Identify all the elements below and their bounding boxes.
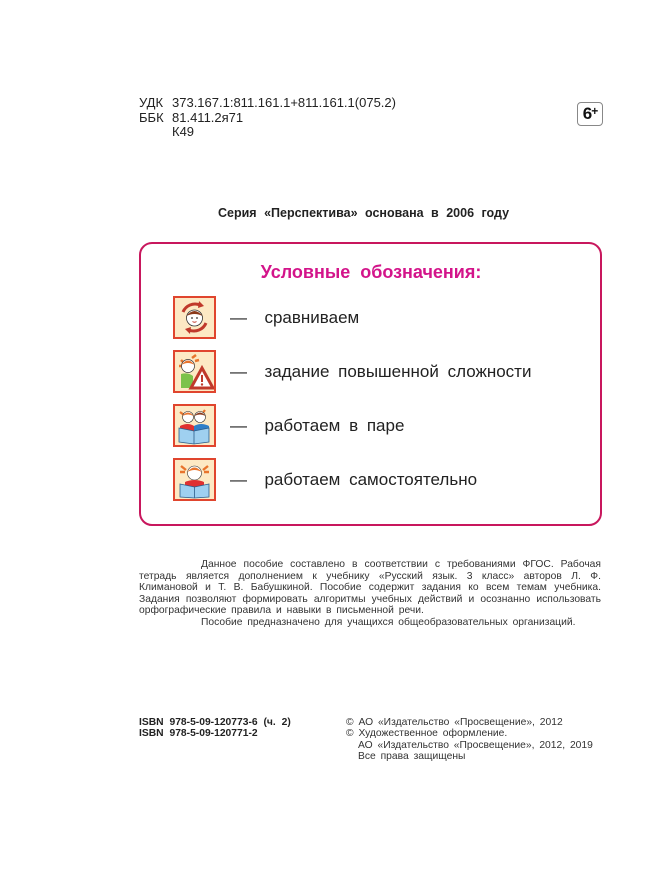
description-paragraph-1: Данное пособие составлено в соответствии с требованиями ФГОС. Рабочая тетрадь является дополнением к учебнику «Русский язык. 3 класс» авторов Л. Ф. Климановой и Т. В. Бабушкиной. Пособие содержит задания ко всем темам учебника. Задания позволяют формировать алгоритмы учебных действий и осознанно использовать орфографические правила и навыки в письменной речи. [139,559,601,617]
isbn-block [139,717,291,740]
copyright-block [346,717,593,762]
age-rating-plus: + [591,104,598,118]
compare-icon [173,296,216,339]
pair-work-icon [173,404,216,447]
description-text [139,559,601,629]
description-paragraph-2: Пособие предназначено для учащихся общеобразовательных организаций. [201,616,576,628]
legend-item-advanced [173,350,531,393]
individual-work-icon [173,458,216,501]
classification-codes [139,96,396,140]
legend-item-compare [173,296,359,339]
copyright-line-4: Все права защищены [358,750,466,762]
legend-title: Условные обозначения: [260,262,482,282]
isbn-line-1: ISBN 978-5-09-120773-6 (ч. 2) [139,717,291,728]
legend-label-individual: — работаем самостоятельно [230,469,478,489]
udk-value: 373.167.1:811.161.1+811.161.1(075.2) [172,95,396,110]
author-mark: К49 [172,124,195,139]
copyright-line-2: © Художественное оформление. [346,728,508,740]
bbk-label: ББК [139,109,164,125]
legend-label-compare: — сравниваем [230,307,360,327]
legend-item-pair [173,404,404,447]
legend-item-individual [173,458,477,501]
isbn-line-2: ISBN 978-5-09-120771-2 [139,728,258,740]
udk-label: УДК [139,95,164,110]
age-rating-badge [577,102,603,126]
copyright-line-3: АО «Издательство «Просвещение», 2012, 2019 [358,739,593,751]
series-line: Серия «Перспектива» основана в 2006 году [218,206,510,220]
advanced-task-icon [173,350,216,393]
copyright-line-1: © АО «Издательство «Просвещение», 2012 [346,717,563,728]
legend-label-pair: — работаем в паре [230,415,405,435]
legend-label-advanced: — задание повышенной сложности [230,361,532,381]
age-rating-number: 6 [582,104,592,123]
bbk-value: 81.411.2я71 [172,109,244,125]
